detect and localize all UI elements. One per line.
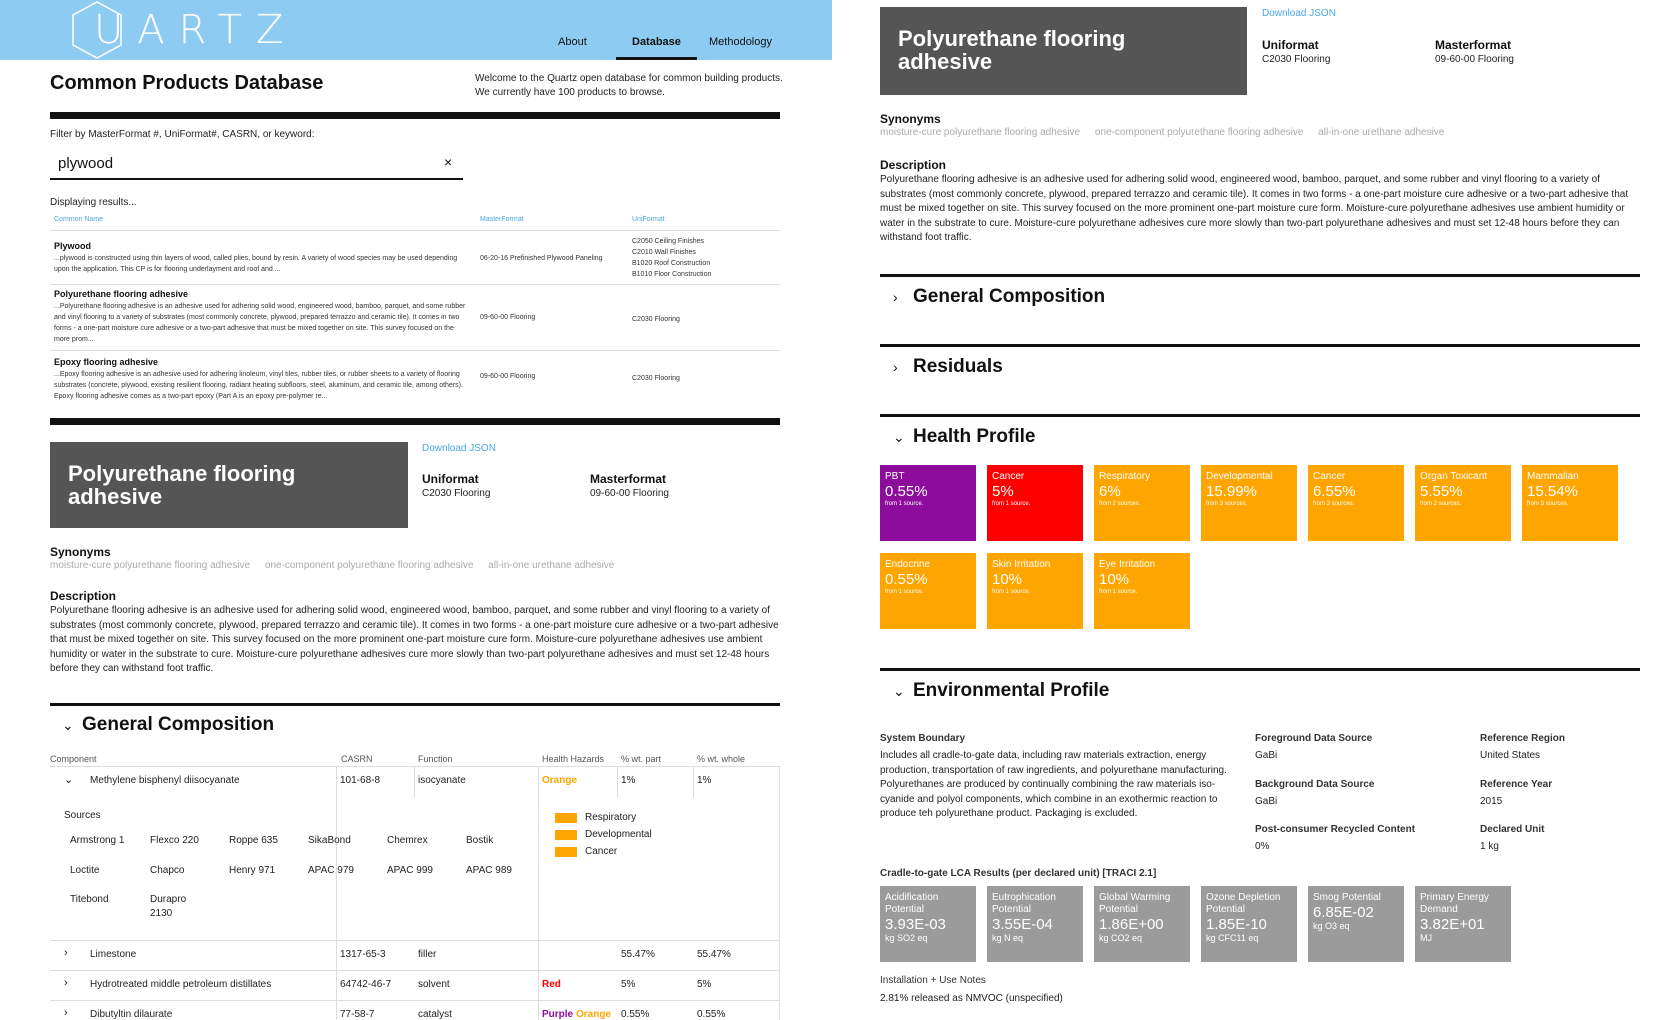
lca-name-2: Potential	[1206, 904, 1245, 915]
source-item: Armstrong 1	[70, 835, 125, 846]
component-casrn: 77-58-7	[340, 1009, 375, 1020]
source-item: Chemrex	[387, 835, 428, 846]
masterformat-label: Masterformat	[590, 472, 667, 486]
health-tile-source: from 1 source.	[885, 501, 924, 507]
lca-unit: MJ	[1420, 933, 1432, 943]
result-description: ...Polyurethane flooring adhesive is an adhesive used for adhering solid wood, engineered wood, bamboo, parquet, and some rubber and vinyl flooring to a variety of substrates (most commonly concrete, plywood, prepared terrazzo and ceramic tile). It comes in two forms - a one-part moisture cure adhesive or a two-part adhesive that must be mixed together on site. This survey focused on the more prom...	[54, 303, 466, 343]
lca-unit: kg SO2 eq	[885, 933, 928, 943]
component-wt-whole: 5%	[697, 979, 712, 990]
legend-swatch	[555, 830, 577, 840]
synonym: one-component polyurethane flooring adhesive	[264, 560, 474, 571]
lca-name-2: Potential	[1099, 904, 1138, 915]
health-tile-value: 6.55%	[1313, 483, 1356, 500]
env-field-label: Post-consumer Recycled Content	[1255, 824, 1416, 835]
health-tile[interactable]	[1094, 465, 1190, 541]
legend-respiratory	[555, 812, 636, 823]
sources-label: Sources	[64, 810, 101, 821]
lca-name: Ozone Depletion	[1206, 892, 1281, 903]
env-field-value: GaBi	[1255, 796, 1278, 807]
health-tile-source: from 3 sources.	[1527, 501, 1569, 507]
uniformat-value: C2030 Flooring	[422, 488, 491, 499]
section-divider	[880, 344, 1640, 347]
residuals-header[interactable]	[893, 356, 1003, 378]
product-name-box	[880, 7, 1247, 95]
result-masterformat: 09-60-00 Flooring	[480, 314, 536, 321]
health-tile-source: from 3 sources.	[1206, 501, 1248, 507]
masterformat-value: 09-60-00 Flooring	[590, 488, 669, 499]
description-label: Description	[880, 158, 947, 172]
health-tile[interactable]	[987, 553, 1083, 629]
env-field-label: Reference Region	[1480, 733, 1566, 744]
chevron-down-icon[interactable]: ⌄	[64, 774, 74, 786]
lca-value: 6.85E-02	[1313, 904, 1374, 921]
uniformat-label: Uniformat	[1262, 38, 1319, 52]
result-uniformat: C2030 Flooring	[632, 316, 680, 323]
result-name[interactable]: Plywood	[54, 241, 92, 251]
health-tile-name: Organ Toxicant	[1420, 471, 1488, 482]
component-wt-part: 55.47%	[621, 949, 655, 960]
health-tile-value: 6%	[1099, 483, 1121, 500]
component-row[interactable]	[50, 970, 780, 1000]
health-tile[interactable]	[1094, 553, 1190, 629]
source-item: Loctite	[70, 865, 100, 876]
result-description: ...plywood is constructed using thin layers of wood, called plies, bound by resin. A variety of wood species may be used depending upon the application. This CP is for flooring underlayment and roof and ...	[54, 255, 458, 273]
env-field-value: United States	[1480, 750, 1541, 761]
chevron-right-icon[interactable]: ›	[64, 1007, 68, 1019]
lca-result-tile[interactable]	[1201, 886, 1297, 962]
health-tile-source: from 1 source.	[992, 589, 1031, 595]
right-panel	[855, 0, 1680, 1020]
lca-name: Acidification	[885, 892, 939, 903]
env-field-label: Background Data Source	[1255, 779, 1375, 790]
product-name-line2: adhesive	[68, 484, 163, 509]
description-text: Polyurethane flooring adhesive is an adhesive used for adhering solid wood, engineered wood, bamboo, parquet, and some rubber and vinyl flooring to a variety of substrates (most commonly concrete, plywood, prepared terrazzo and ceramic tile). It comes in two forms - a one-part moisture cure adhesive or a two-part adhesive that must be mixed together on site. This survey focused on the more prominent one-part moisture cure form. Moisture-cure polyurethane adhesives use ambient humidity or water in the substrate to cure. Moisture-cure polyurethane adhesives cure more slowly than two-part polyurethane adhesives and must set 12-48 hours before they can withstand foot traffic.	[880, 174, 1629, 243]
result-row[interactable]	[50, 284, 780, 350]
section-divider	[880, 274, 1640, 277]
lca-value: 3.82E+01	[1420, 916, 1485, 933]
component-name: Hydrotreated middle petroleum distillates	[90, 979, 272, 990]
section-title: General Composition	[913, 286, 1106, 307]
component-wt-whole: 55.47%	[697, 949, 731, 960]
source-item: Henry 971	[229, 865, 276, 876]
source-item: Chapco	[150, 865, 185, 876]
health-tile[interactable]	[880, 465, 976, 541]
health-tile-source: from 2 sources.	[1420, 501, 1462, 507]
health-tile-value: 0.55%	[885, 571, 928, 588]
health-tile-value: 15.99%	[1206, 483, 1257, 500]
health-tile[interactable]	[1308, 465, 1404, 541]
result-masterformat: 06-20-16 Prefinished Plywood Paneling	[480, 255, 603, 262]
legend-cancer	[555, 846, 617, 857]
nav-database[interactable]	[616, 0, 697, 60]
col-header-wt-whole: % wt. whole	[697, 754, 746, 764]
general-composition-header[interactable]	[62, 714, 274, 736]
hazard-tag-orange: Orange	[542, 775, 578, 786]
hazard-tag-purple: Purple	[542, 1009, 574, 1020]
env-field-label: Reference Year	[1480, 779, 1553, 790]
download-json-link[interactable]: Download JSON	[1262, 8, 1336, 19]
product-name-box	[50, 442, 408, 528]
hazard-tag-red: Red	[542, 979, 561, 990]
lca-unit: kg O3 eq	[1313, 921, 1350, 931]
lca-results-label: Cradle-to-gate LCA Results (per declared unit) [TRACI 2.1]	[880, 868, 1157, 879]
lca-result-tile[interactable]	[987, 886, 1083, 962]
col-header-common-name[interactable]: Common Name	[54, 216, 104, 223]
chevron-down-icon: ⌄	[893, 428, 905, 445]
health-tile-name: Cancer	[992, 471, 1025, 482]
source-item: Bostik	[466, 835, 494, 846]
section-title: Environmental Profile	[913, 680, 1110, 701]
synonyms-list	[880, 127, 1456, 138]
system-boundary-text: Includes all cradle-to-gate data, including raw materials extraction, energy production, transportation of raw ingredients, and polyurethane manufacturing. Polyurethanes are produced by continually combining the raw materials iso-cyanide and polyol components, which combine in an exothermic reaction to produce teh polyurethane product. Packaging is excluded.	[880, 750, 1227, 819]
lca-result-tile[interactable]	[1415, 886, 1511, 962]
col-header-casrn: CASRN	[341, 754, 373, 764]
masterformat-label: Masterformat	[1435, 38, 1512, 52]
welcome-text: Welcome to the Quartz open database for common building products. We currently have 100 products to browse.	[475, 73, 783, 98]
installation-notes-label: Installation + Use Notes	[880, 975, 986, 986]
synonym: all-in-one urethane adhesive	[488, 560, 615, 571]
health-tile-source: from 1 source.	[885, 589, 924, 595]
component-row[interactable]	[50, 1000, 780, 1020]
health-tile-name: Endocrine	[885, 559, 931, 570]
lca-unit: kg CO2 eq	[1099, 933, 1143, 943]
description-label: Description	[50, 589, 117, 603]
component-function: filler	[418, 949, 437, 960]
nav-methodology[interactable]	[709, 0, 772, 60]
quartz-logo[interactable]	[70, 0, 297, 60]
env-field-label: Declared Unit	[1480, 824, 1545, 835]
col-header-wt-part: % wt. part	[621, 754, 662, 764]
legend-label: Developmental	[585, 829, 652, 840]
result-masterformat: 09-60-00 Flooring	[480, 373, 536, 380]
component-row[interactable]	[50, 766, 780, 798]
health-tile-value: 10%	[992, 571, 1023, 588]
uniformat-label: Uniformat	[422, 472, 479, 486]
source-item: APAC 999	[387, 865, 433, 876]
legend-label: Respiratory	[585, 812, 637, 823]
component-name: Methylene bisphenyl diisocyanate	[90, 775, 240, 786]
chevron-right-icon[interactable]: ›	[64, 977, 68, 989]
health-tile-name: PBT	[885, 471, 905, 482]
product-name-line1: Polyurethane flooring	[68, 461, 296, 486]
lca-name: Eutrophication	[992, 892, 1056, 903]
result-name[interactable]: Polyurethane flooring adhesive	[54, 289, 189, 299]
lca-result-tile[interactable]	[1094, 886, 1190, 962]
health-tile-name: Eye Irritation	[1099, 559, 1156, 570]
source-item: APAC 979	[308, 865, 354, 876]
system-boundary-label: System Boundary	[880, 733, 966, 744]
legend-developmental	[555, 829, 652, 840]
installation-notes-text: 2.81% released as NMVOC (unspecified)	[880, 993, 1063, 1004]
nav-about[interactable]	[558, 0, 587, 60]
product-name-line2: adhesive	[898, 49, 993, 74]
lca-name-2: Potential	[992, 904, 1031, 915]
synonyms-label: Synonyms	[50, 545, 111, 559]
section-divider	[50, 703, 780, 706]
lca-name-2: Demand	[1420, 904, 1458, 915]
health-tile-name: Mammalian	[1527, 471, 1579, 482]
section-title: Residuals	[913, 356, 1003, 377]
synonym: all-in-one urethane adhesive	[1318, 127, 1445, 138]
divider	[50, 112, 780, 119]
health-tile[interactable]	[1415, 465, 1511, 541]
download-json-link[interactable]: Download JSON	[422, 443, 496, 454]
lca-value: 3.93E-03	[885, 916, 946, 933]
chevron-right-icon: ›	[893, 359, 898, 375]
synonyms-list	[50, 560, 626, 571]
component-casrn: 1317-65-3	[340, 949, 386, 960]
hazard-tag-orange: Orange	[576, 1009, 612, 1020]
result-uniformat: C2050 Ceiling Finishes C2010 Wall Finishes B1020 Roof Construction B1010 Floor Construction	[632, 238, 712, 278]
environmental-profile-header[interactable]	[893, 680, 1109, 702]
col-header-function: Function	[418, 754, 453, 764]
col-header-uniformat[interactable]: UniFormat	[632, 216, 665, 223]
legend-label: Cancer	[585, 846, 618, 857]
nav-database-link[interactable]: Database	[616, 36, 697, 60]
section-title: Health Profile	[913, 426, 1036, 447]
filter-label: Filter by MasterFormat #, UniFormat#, CASRN, or keyword:	[50, 129, 315, 140]
col-header-component: Component	[50, 754, 97, 764]
search-input[interactable]	[50, 148, 463, 180]
lca-name-2: Potential	[885, 904, 924, 915]
source-item: SikaBond	[308, 835, 351, 846]
component-wt-part: 5%	[621, 979, 636, 990]
lca-name: Smog Potential	[1313, 892, 1381, 903]
component-wt-whole: 1%	[697, 775, 712, 786]
col-header-masterformat[interactable]: MasterFormat	[480, 216, 524, 223]
env-field-value: GaBi	[1255, 750, 1278, 761]
synonym: moisture-cure polyurethane flooring adhesive	[880, 127, 1081, 138]
result-uniformat: C2030 Flooring	[632, 375, 680, 382]
masterformat-value: 09-60-00 Flooring	[1435, 54, 1514, 65]
left-panel	[0, 0, 832, 1020]
health-tile-value: 10%	[1099, 571, 1130, 588]
sources-panel	[50, 798, 780, 948]
section-divider	[880, 414, 1640, 417]
synonyms-label: Synonyms	[880, 112, 941, 126]
lca-value: 3.55E-04	[992, 916, 1053, 933]
health-tile-name: Developmental	[1206, 471, 1273, 482]
displaying-results-text: Displaying results...	[50, 197, 137, 208]
source-item: Titebond	[70, 894, 109, 905]
component-name: Limestone	[90, 949, 137, 960]
health-tile-name: Cancer	[1313, 471, 1346, 482]
health-tile[interactable]	[880, 553, 976, 629]
health-tile-value: 15.54%	[1527, 483, 1578, 500]
lca-name: Global Warming	[1099, 892, 1171, 903]
health-profile-header[interactable]	[893, 426, 1035, 448]
lca-name: Primary Energy	[1420, 892, 1489, 903]
env-field-value: 1 kg	[1480, 841, 1499, 852]
legend-swatch	[555, 847, 577, 857]
component-wt-whole: 0.55%	[697, 1009, 726, 1020]
component-row[interactable]	[50, 940, 780, 970]
lca-unit: kg CFC11 eq	[1206, 933, 1259, 943]
synonym: one-component polyurethane flooring adhesive	[1094, 127, 1304, 138]
component-function: catalyst	[418, 1009, 452, 1020]
component-function: solvent	[418, 979, 450, 990]
divider	[50, 418, 780, 425]
component-wt-part: 0.55%	[621, 1009, 650, 1020]
chevron-right-icon: ›	[893, 289, 898, 305]
health-tile-value: 5.55%	[1420, 483, 1463, 500]
result-row[interactable]	[50, 350, 780, 406]
component-name: Dibutyltin dilaurate	[90, 1009, 173, 1020]
health-tile[interactable]	[987, 465, 1083, 541]
health-tile-source: from 1 source.	[992, 501, 1031, 507]
lca-result-tile[interactable]	[880, 886, 976, 962]
source-item: Roppe 635	[229, 835, 278, 846]
synonym: moisture-cure polyurethane flooring adhesive	[50, 560, 251, 571]
component-function: isocyanate	[418, 775, 466, 786]
health-tile-name: Skin Irritation	[992, 559, 1051, 570]
description-text: Polyurethane flooring adhesive is an adhesive used for adhering solid wood, engineered wood, bamboo, parquet, and some rubber and vinyl flooring to a variety of substrates (most commonly concrete, plywood, prepared terrazzo and ceramic tile). It comes in two forms - a one-part moisture cure adhesive or a two-part adhesive that must be mixed together on site. This survey focused on the more prominent one-part moisture cure form. Moisture-cure polyurethane adhesives use ambient humidity or water in the substrate to cure. Moisture-cure polyurethane adhesives cure more slowly than two-part polyurethane adhesives and must set 12-48 hours before they can withstand foot traffic.	[50, 605, 779, 674]
hexagon-logo-icon	[70, 0, 124, 60]
source-item: Durapro 2130	[150, 894, 187, 919]
env-field-value: 0%	[1255, 841, 1270, 852]
health-tile-source: from 3 sources.	[1313, 501, 1355, 507]
nav-about-link[interactable]: About	[558, 36, 587, 48]
chevron-down-icon: ⌄	[893, 682, 905, 699]
clear-search-icon[interactable]: ×	[444, 154, 453, 170]
uniformat-value: C2030 Flooring	[1262, 54, 1331, 65]
env-field-label: Foreground Data Source	[1255, 733, 1373, 744]
source-item: Flexco 220	[150, 835, 199, 846]
product-name-line1: Polyurethane flooring	[898, 26, 1126, 51]
col-header-health-hazards: Health Hazards	[542, 754, 605, 764]
health-tile-name: Respiratory	[1099, 471, 1151, 482]
lca-result-tile[interactable]	[1308, 886, 1404, 962]
chevron-right-icon[interactable]: ›	[64, 947, 68, 959]
lca-unit: kg N eq	[992, 933, 1024, 943]
health-tile-source: from 1 source.	[1099, 589, 1138, 595]
health-tile[interactable]	[1201, 465, 1297, 541]
section-title: General Composition	[82, 714, 275, 735]
top-nav-bar	[0, 0, 832, 60]
env-field-value: 2015	[1480, 796, 1503, 807]
chevron-down-icon: ⌄	[62, 716, 74, 733]
lca-value: 1.86E+00	[1099, 916, 1164, 933]
page-title: Common Products Database	[50, 72, 324, 94]
component-casrn: 101-68-8	[340, 775, 381, 786]
source-item: APAC 989	[466, 865, 512, 876]
result-row[interactable]	[50, 230, 780, 284]
legend-swatch	[555, 813, 577, 823]
health-tile[interactable]	[1522, 465, 1618, 541]
health-tile-value: 5%	[992, 483, 1014, 500]
section-divider	[880, 668, 1640, 671]
nav-methodology-link[interactable]: Methodology	[709, 36, 772, 48]
result-name[interactable]: Epoxy flooring adhesive	[54, 357, 159, 367]
general-composition-header[interactable]	[893, 286, 1105, 308]
component-wt-part: 1%	[621, 775, 636, 786]
lca-value: 1.85E-10	[1206, 916, 1267, 933]
component-casrn: 64742-46-7	[340, 979, 392, 990]
health-tile-value: 0.55%	[885, 483, 928, 500]
logo-text: UARTZ	[94, 7, 298, 53]
health-tile-source: from 2 sources.	[1099, 501, 1141, 507]
result-description: ...Epoxy flooring adhesive is an adhesive used for adhering linoleum, vinyl tiles, rubber tiles, or rubber sheets to a variety of flooring substrates (concrete, plywood, existing resilient flooring, radiant heating subfloors, steel, aluminum, and ceramic tile, among others). Epoxy flooring adhesive comes as a two-part epoxy (Part A is an epoxy pre-polymer re...	[54, 371, 463, 400]
